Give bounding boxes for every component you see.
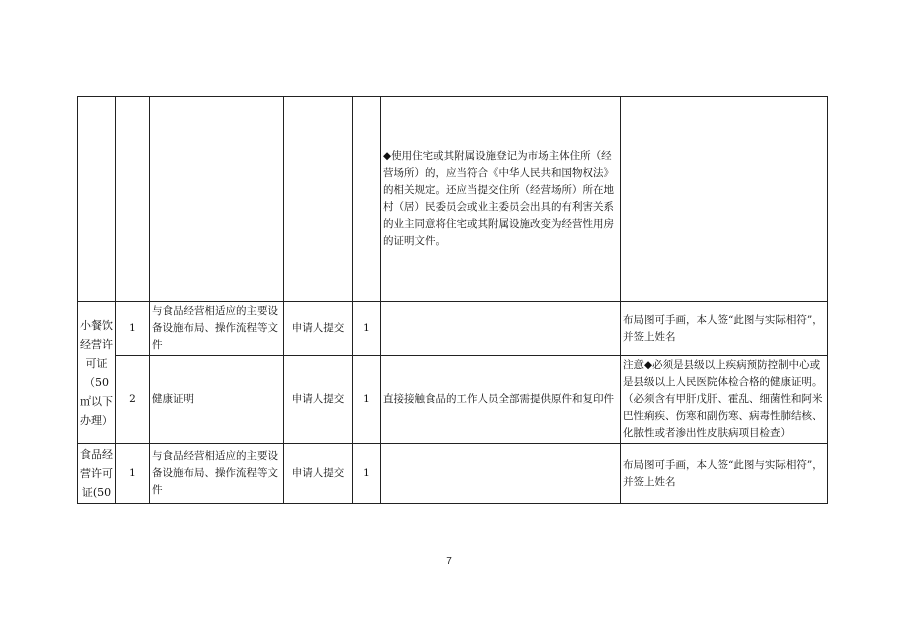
number-cell: 1 xyxy=(116,444,150,504)
count-cell: 1 xyxy=(353,302,381,356)
number-cell: 1 xyxy=(116,302,150,356)
note-cell: 注意◆必须是县级以上疾病预防控制中心或是县级以上人民医院体检合格的健康证明。（必须含有甲肝戊肝、霍乱、细菌性和阿米巴性痢疾、伤寒和副伤寒、病毒性肺结核、化脓性或者渗出性皮肤病项目检查） xyxy=(621,356,828,444)
table-row xyxy=(78,302,828,356)
material-cell: 与食品经营相适应的主要设备设施布局、操作流程等文件 xyxy=(150,302,284,356)
table-row xyxy=(78,97,828,302)
category-cell xyxy=(78,97,116,302)
table-row xyxy=(78,444,828,504)
page-number: 7 xyxy=(446,556,452,567)
count-cell: 1 xyxy=(353,444,381,504)
requirement-cell: ◆使用住宅或其附属设施登记为市场主体住所（经营场所）的，应当符合《中华人民共和国物权法》的相关规定。还应当提交住所（经营场所）所在地村（居）民委员会或业主委员会出具的有利害关系的业主同意将住宅或其附属设施改变为经营性用房的证明文件。 xyxy=(381,97,621,302)
requirement-cell xyxy=(381,444,621,504)
source-cell xyxy=(284,97,353,302)
requirements-table xyxy=(77,96,828,504)
source-cell: 申请人提交 xyxy=(284,356,353,444)
note-cell xyxy=(621,97,828,302)
requirement-cell xyxy=(381,302,621,356)
number-cell xyxy=(116,97,150,302)
material-cell: 与食品经营相适应的主要设备设施布局、操作流程等文件 xyxy=(150,444,284,504)
number-cell: 2 xyxy=(116,356,150,444)
requirement-cell: 直接接触食品的工作人员全部需提供原件和复印件 xyxy=(381,356,621,444)
note-cell: 布局图可手画，本人签“此图与实际相符”，并签上姓名 xyxy=(621,302,828,356)
note-cell: 布局图可手画，本人签“此图与实际相符”，并签上姓名 xyxy=(621,444,828,504)
count-cell: 1 xyxy=(353,356,381,444)
material-cell: 健康证明 xyxy=(150,356,284,444)
table-row xyxy=(78,356,828,444)
category-cell: 食品经营许可证(50 xyxy=(78,444,116,504)
material-cell xyxy=(150,97,284,302)
category-cell: 小餐饮经营许可证（50㎡以下办理） xyxy=(78,302,116,444)
count-cell xyxy=(353,97,381,302)
source-cell: 申请人提交 xyxy=(284,444,353,504)
source-cell: 申请人提交 xyxy=(284,302,353,356)
